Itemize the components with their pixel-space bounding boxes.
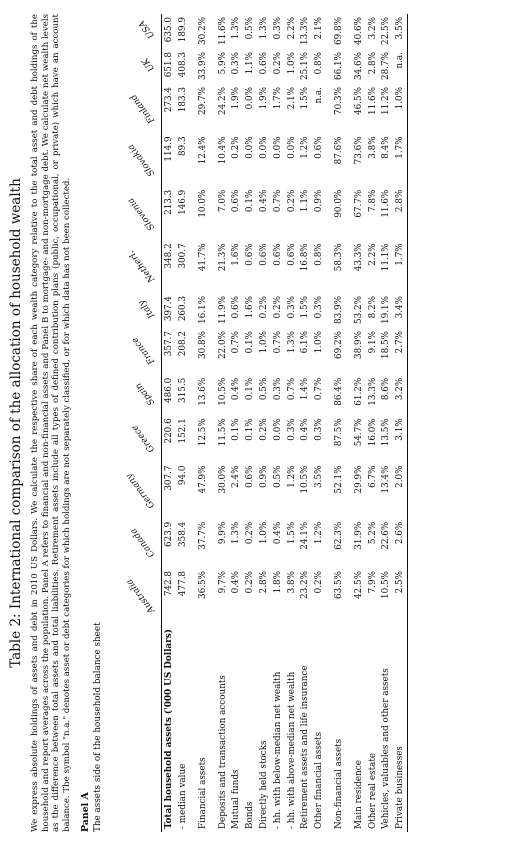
- value-cell: 1.0%: [393, 84, 407, 133]
- value-cell: 10.4%: [217, 136, 228, 165]
- value-cell: 2.8%: [259, 570, 270, 594]
- value-cell: 208.2: [178, 331, 189, 357]
- value-cell: 0.6%: [272, 243, 283, 266]
- table-row: [162, 14, 176, 832]
- value-cell: 28.7%: [381, 52, 392, 81]
- value-cell: 70.3%: [334, 87, 345, 115]
- value-cell: 358.4: [178, 521, 189, 547]
- country-header: [103, 187, 162, 241]
- value-cell: 213.3: [162, 187, 176, 241]
- value-cell: 29.9%: [353, 465, 364, 494]
- table-body: [162, 14, 408, 832]
- value-cell: 3.2%: [367, 17, 378, 40]
- row-label: Directly held stocks: [259, 740, 270, 829]
- value-cell: 3.5%: [314, 465, 325, 488]
- row-label: Non-financial assets: [334, 738, 345, 829]
- value-cell: 69.8%: [334, 17, 345, 45]
- table-description: We express absolute holdings of assets and debt in 2010 US Dollars. We calculate the respective share of each wealth category relative to the total asset and debt holdings of the household and report averages across the population. Panel A refers to financial and non-financial assets and Panel B to mortgage- and non-mortgage debt. We calculate net wealth levels as the difference between total assets and total liabilities. Retirement assets include all types of defined contribution plans (public, occupational, or private) which have an account balance. The symbol "n.a." denotes asset or debt categories for which holdings are not separately classified, or for which data has not been collected.: [30, 14, 72, 832]
- value-cell: 0.2%: [314, 570, 325, 594]
- value-cell: 0.6%: [259, 243, 270, 266]
- value-cell: 0.1%: [245, 189, 256, 213]
- value-cell: 1.0%: [259, 521, 270, 545]
- value-cell: 0.7%: [286, 377, 297, 401]
- header-label-cell: [103, 624, 162, 832]
- value-cell: 11.6%: [217, 17, 228, 45]
- value-cell: 152.1: [178, 418, 189, 444]
- country-header: [103, 84, 162, 133]
- value-cell: 7.9%: [367, 570, 378, 594]
- value-cell: 0.1%: [231, 418, 242, 441]
- value-cell: 0.1%: [245, 377, 256, 401]
- value-cell: 0.4%: [231, 377, 242, 401]
- value-cell: 0.0%: [245, 136, 256, 159]
- value-cell: 16.0%: [367, 418, 378, 447]
- value-cell: 87.6%: [334, 136, 345, 165]
- value-cell: 86.4%: [334, 377, 345, 406]
- value-cell: 22.5%: [381, 17, 392, 45]
- value-cell: 408.3: [178, 52, 189, 78]
- value-cell: 29.7%: [197, 87, 208, 115]
- value-cell: 0.0%: [272, 136, 283, 159]
- value-cell: 0.6%: [245, 465, 256, 488]
- value-cell: 40.6%: [353, 17, 364, 45]
- value-cell: 0.3%: [231, 52, 242, 75]
- value-cell: 9.9%: [217, 521, 228, 545]
- table-row: [243, 14, 257, 832]
- country-header-label: France: [130, 335, 158, 367]
- value-cell: 63.5%: [334, 570, 345, 599]
- country-header-label: Spain: [134, 380, 158, 407]
- value-cell: 1.7%: [272, 87, 283, 110]
- value-cell: 2.5%: [393, 568, 407, 624]
- value-cell: 0.7%: [314, 377, 325, 401]
- value-cell: 397.4: [162, 293, 176, 328]
- value-cell: 10.5%: [300, 465, 311, 494]
- value-cell: 183.3: [178, 87, 189, 113]
- value-cell: 315.5: [178, 377, 189, 403]
- value-cell: 2.2%: [286, 17, 297, 40]
- country-header-label: UK: [140, 55, 158, 73]
- value-cell: 486.0: [162, 375, 176, 416]
- wealth-table: [103, 14, 408, 832]
- value-cell: 273.4: [162, 84, 176, 133]
- country-header: [103, 462, 162, 518]
- value-cell: 2.8%: [367, 52, 378, 75]
- value-cell: 8.4%: [381, 136, 392, 159]
- value-cell: 12.5%: [197, 418, 208, 447]
- value-cell: 11.6%: [381, 189, 392, 218]
- value-cell: 2.1%: [314, 17, 325, 40]
- row-label: Bonds: [245, 801, 256, 829]
- table-row: [326, 14, 346, 832]
- value-cell: 0.3%: [286, 295, 297, 319]
- value-cell: 651.8: [162, 49, 176, 84]
- value-cell: 10.5%: [381, 570, 392, 599]
- value-cell: 1.3%: [231, 17, 242, 40]
- value-cell: 1.1%: [300, 189, 311, 213]
- value-cell: 30.2%: [197, 17, 208, 45]
- table-row: [176, 14, 190, 832]
- value-cell: 0.8%: [314, 52, 325, 75]
- table-row: [380, 14, 394, 832]
- value-cell: 0.6%: [259, 52, 270, 75]
- value-cell: 66.1%: [334, 52, 345, 81]
- row-label: Other financial assets: [314, 731, 325, 829]
- value-cell: 54.7%: [353, 418, 364, 447]
- value-cell: 357.7: [162, 328, 176, 375]
- country-header: [103, 415, 162, 462]
- value-cell: 10.5%: [217, 377, 228, 406]
- country-header-label: Australia: [125, 576, 158, 616]
- panel-title: Panel A: [80, 792, 92, 832]
- value-cell: 69.2%: [334, 331, 345, 359]
- value-cell: 0.2%: [245, 570, 256, 594]
- value-cell: 89.3: [178, 136, 189, 157]
- value-cell: 10.0%: [197, 189, 208, 218]
- value-cell: 34.6%: [353, 52, 364, 81]
- row-label: - hh. with below-median net wealth: [272, 671, 283, 829]
- value-cell: 0.2%: [286, 189, 297, 213]
- value-cell: 7.0%: [217, 189, 228, 213]
- value-cell: 2.6%: [393, 519, 407, 568]
- value-cell: 11.2%: [381, 87, 392, 115]
- value-cell: 11.1%: [381, 243, 392, 272]
- value-cell: 0.7%: [272, 331, 283, 354]
- value-cell: 0.9%: [259, 465, 270, 488]
- value-cell: 0.6%: [314, 136, 325, 159]
- value-cell: 0.2%: [259, 418, 270, 441]
- value-cell: 61.2%: [353, 377, 364, 406]
- country-header-row: [103, 14, 162, 832]
- value-cell: 11.9%: [217, 295, 228, 324]
- value-cell: 2.4%: [231, 465, 242, 488]
- value-cell: 2.8%: [393, 187, 407, 241]
- row-label: Total household assets ('000 US Dollars): [162, 624, 176, 832]
- value-cell: 94.0: [178, 465, 189, 486]
- table-row: [230, 14, 244, 832]
- country-header: [103, 133, 162, 186]
- row-label: Other real estate: [367, 752, 378, 829]
- value-cell: 1.4%: [300, 377, 311, 401]
- table-row: [299, 14, 313, 832]
- value-cell: 11.5%: [217, 418, 228, 447]
- country-header-label: Canada: [129, 526, 158, 560]
- value-cell: 0.6%: [231, 189, 242, 213]
- value-cell: 42.5%: [353, 570, 364, 599]
- value-cell: 0.3%: [272, 377, 283, 401]
- value-cell: 0.8%: [314, 243, 325, 266]
- value-cell: 0.1%: [245, 418, 256, 441]
- value-cell: 30.8%: [197, 331, 208, 359]
- value-cell: 0.2%: [259, 295, 270, 319]
- country-header-label: USA: [137, 18, 158, 41]
- value-cell: 0.3%: [314, 295, 325, 319]
- value-cell: 43.3%: [353, 243, 364, 272]
- value-cell: 67.7%: [353, 189, 364, 218]
- value-cell: 24.1%: [300, 521, 311, 550]
- value-cell: 13.4%: [381, 465, 392, 494]
- value-cell: 22.6%: [381, 521, 392, 550]
- value-cell: 1.2%: [300, 136, 311, 159]
- value-cell: 31.9%: [353, 521, 364, 550]
- value-cell: 5.2%: [367, 521, 378, 545]
- value-cell: 36.5%: [197, 570, 208, 599]
- value-cell: 1.6%: [245, 295, 256, 319]
- row-label: - median value: [178, 763, 189, 829]
- value-cell: 2.0%: [393, 462, 407, 518]
- value-cell: 0.5%: [245, 17, 256, 40]
- table-row: [346, 14, 366, 832]
- value-cell: 38.9%: [353, 331, 364, 359]
- value-cell: 114.9: [162, 133, 176, 186]
- value-cell: 5.9%: [217, 52, 228, 75]
- value-cell: 0.5%: [259, 377, 270, 401]
- value-cell: 90.0%: [334, 189, 345, 218]
- value-cell: 1.9%: [259, 87, 270, 110]
- value-cell: 0.0%: [259, 136, 270, 159]
- value-cell: 13.3%: [367, 377, 378, 406]
- value-cell: 1.7%: [393, 240, 407, 293]
- value-cell: 0.7%: [272, 189, 283, 213]
- value-cell: 0.3%: [286, 418, 297, 441]
- value-cell: 24.2%: [217, 87, 228, 115]
- value-cell: 1.5%: [300, 87, 311, 110]
- value-cell: n.a.: [314, 87, 325, 104]
- value-cell: 0.2%: [231, 136, 242, 159]
- country-header: [103, 240, 162, 293]
- value-cell: 7.8%: [367, 189, 378, 213]
- value-cell: n.a.: [393, 49, 407, 84]
- value-cell: 16.8%: [300, 243, 311, 272]
- value-cell: 635.0: [162, 14, 176, 49]
- table-row: [257, 14, 271, 832]
- value-cell: 58.3%: [334, 243, 345, 272]
- country-header-label: Netherl.: [127, 248, 158, 285]
- value-cell: 1.3%: [231, 521, 242, 545]
- value-cell: 1.2%: [314, 521, 325, 545]
- value-cell: 0.9%: [314, 189, 325, 213]
- value-cell: 0.6%: [231, 295, 242, 319]
- value-cell: 3.5%: [393, 14, 407, 49]
- value-cell: 0.2%: [245, 521, 256, 545]
- value-cell: 53.2%: [353, 295, 364, 324]
- row-label: Private businesses: [393, 624, 407, 832]
- table-row: [312, 14, 326, 832]
- country-header: [103, 568, 162, 624]
- value-cell: 9.1%: [367, 331, 378, 354]
- value-cell: 1.3%: [259, 17, 270, 40]
- country-header-label: Germany: [124, 471, 158, 511]
- country-header-label: Italy: [137, 297, 158, 320]
- value-cell: 2.7%: [393, 328, 407, 375]
- value-cell: 2.2%: [367, 243, 378, 266]
- row-label: Retirement assets and life insurance: [300, 665, 311, 829]
- table-row: [271, 14, 285, 832]
- row-label: Main residence: [353, 760, 364, 829]
- value-cell: 300.7: [178, 243, 189, 269]
- value-cell: 1.5%: [286, 521, 297, 545]
- value-cell: 0.1%: [245, 331, 256, 354]
- value-cell: 11.6%: [367, 87, 378, 115]
- value-cell: 146.9: [178, 189, 189, 215]
- value-cell: 47.9%: [197, 465, 208, 494]
- value-cell: 46.5%: [353, 87, 364, 115]
- value-cell: 220.6: [162, 415, 176, 462]
- value-cell: 19.1%: [381, 295, 392, 324]
- country-header-label: Finland: [128, 91, 158, 125]
- value-cell: 0.4%: [231, 570, 242, 594]
- row-label: Vehicles, valuables and other assets: [381, 668, 392, 829]
- country-header: [103, 49, 162, 84]
- value-cell: 6.7%: [367, 465, 378, 488]
- value-cell: 0.4%: [259, 189, 270, 213]
- value-cell: 41.7%: [197, 243, 208, 272]
- value-cell: 3.8%: [286, 570, 297, 594]
- country-header: [103, 519, 162, 568]
- value-cell: 22.0%: [217, 331, 228, 359]
- value-cell: 62.3%: [334, 521, 345, 550]
- panel-subtitle: The assets side of the household balance sheet: [93, 622, 104, 832]
- value-cell: 0.0%: [286, 136, 297, 159]
- value-cell: 33.9%: [197, 52, 208, 81]
- value-cell: 21.3%: [217, 243, 228, 272]
- value-cell: 2.1%: [286, 87, 297, 110]
- country-header-label: Slovakia: [126, 141, 158, 178]
- row-label: - hh. with above-median net wealth: [286, 671, 297, 829]
- value-cell: 0.3%: [314, 418, 325, 441]
- country-header-label: Slovenia: [126, 195, 158, 232]
- table-row: [210, 14, 230, 832]
- value-cell: 260.3: [178, 295, 189, 322]
- table-caption: Table 2: International comparison of the allocation of household wealth: [8, 178, 24, 668]
- value-cell: 742.8: [162, 568, 176, 624]
- value-cell: 1.1%: [245, 52, 256, 75]
- value-cell: 1.0%: [286, 52, 297, 75]
- value-cell: 0.6%: [245, 243, 256, 266]
- row-label: Deposits and transaction accounts: [217, 675, 228, 829]
- value-cell: 12.4%: [197, 136, 208, 165]
- value-cell: 0.2%: [272, 295, 283, 319]
- country-header: [103, 14, 162, 49]
- value-cell: 83.9%: [334, 295, 345, 324]
- table-row: [393, 14, 407, 832]
- value-cell: 3.2%: [393, 375, 407, 416]
- value-cell: 189.9: [178, 17, 189, 43]
- country-header: [103, 375, 162, 416]
- value-cell: 8.6%: [381, 377, 392, 401]
- value-cell: 25.1%: [300, 52, 311, 81]
- value-cell: 348.2: [162, 240, 176, 293]
- value-cell: 0.5%: [272, 465, 283, 488]
- value-cell: 23.2%: [300, 570, 311, 599]
- value-cell: 0.3%: [272, 17, 283, 40]
- value-cell: 0.7%: [231, 331, 242, 354]
- value-cell: 0.6%: [286, 243, 297, 266]
- value-cell: 9.7%: [217, 570, 228, 594]
- value-cell: 1.0%: [259, 331, 270, 354]
- value-cell: 3.8%: [367, 136, 378, 159]
- value-cell: 16.1%: [197, 295, 208, 324]
- value-cell: 6.1%: [300, 331, 311, 354]
- value-cell: 3.4%: [393, 293, 407, 328]
- value-cell: 3.1%: [393, 415, 407, 462]
- value-cell: 0.4%: [300, 418, 311, 441]
- value-cell: 30.0%: [217, 465, 228, 494]
- value-cell: 0.0%: [245, 87, 256, 110]
- country-header-label: Greece: [130, 422, 158, 454]
- value-cell: 0.2%: [272, 52, 283, 75]
- value-cell: 73.6%: [353, 136, 364, 165]
- value-cell: 18.5%: [381, 331, 392, 359]
- country-header: [103, 328, 162, 375]
- value-cell: 307.7: [162, 462, 176, 518]
- value-cell: 1.9%: [231, 87, 242, 110]
- value-cell: 1.5%: [300, 295, 311, 319]
- value-cell: 0.0%: [272, 418, 283, 441]
- value-cell: 87.5%: [334, 418, 345, 447]
- value-cell: 477.8: [178, 570, 189, 597]
- table-row: [190, 14, 210, 832]
- table-row: [285, 14, 299, 832]
- value-cell: 1.7%: [393, 133, 407, 186]
- value-cell: 623.9: [162, 519, 176, 568]
- value-cell: 8.2%: [367, 295, 378, 319]
- value-cell: 37.7%: [197, 521, 208, 550]
- value-cell: 1.3%: [286, 331, 297, 354]
- value-cell: 1.6%: [231, 243, 242, 266]
- table-row: [366, 14, 380, 832]
- value-cell: 1.8%: [272, 570, 283, 594]
- value-cell: 52.1%: [334, 465, 345, 494]
- value-cell: 13.3%: [300, 17, 311, 45]
- value-cell: 1.2%: [286, 465, 297, 488]
- value-cell: 1.0%: [314, 331, 325, 354]
- value-cell: 0.4%: [272, 521, 283, 545]
- row-label: Mutual funds: [231, 769, 242, 829]
- country-header: [103, 293, 162, 328]
- row-label: Financial assets: [197, 757, 208, 829]
- value-cell: 13.6%: [197, 377, 208, 406]
- value-cell: 13.5%: [381, 418, 392, 447]
